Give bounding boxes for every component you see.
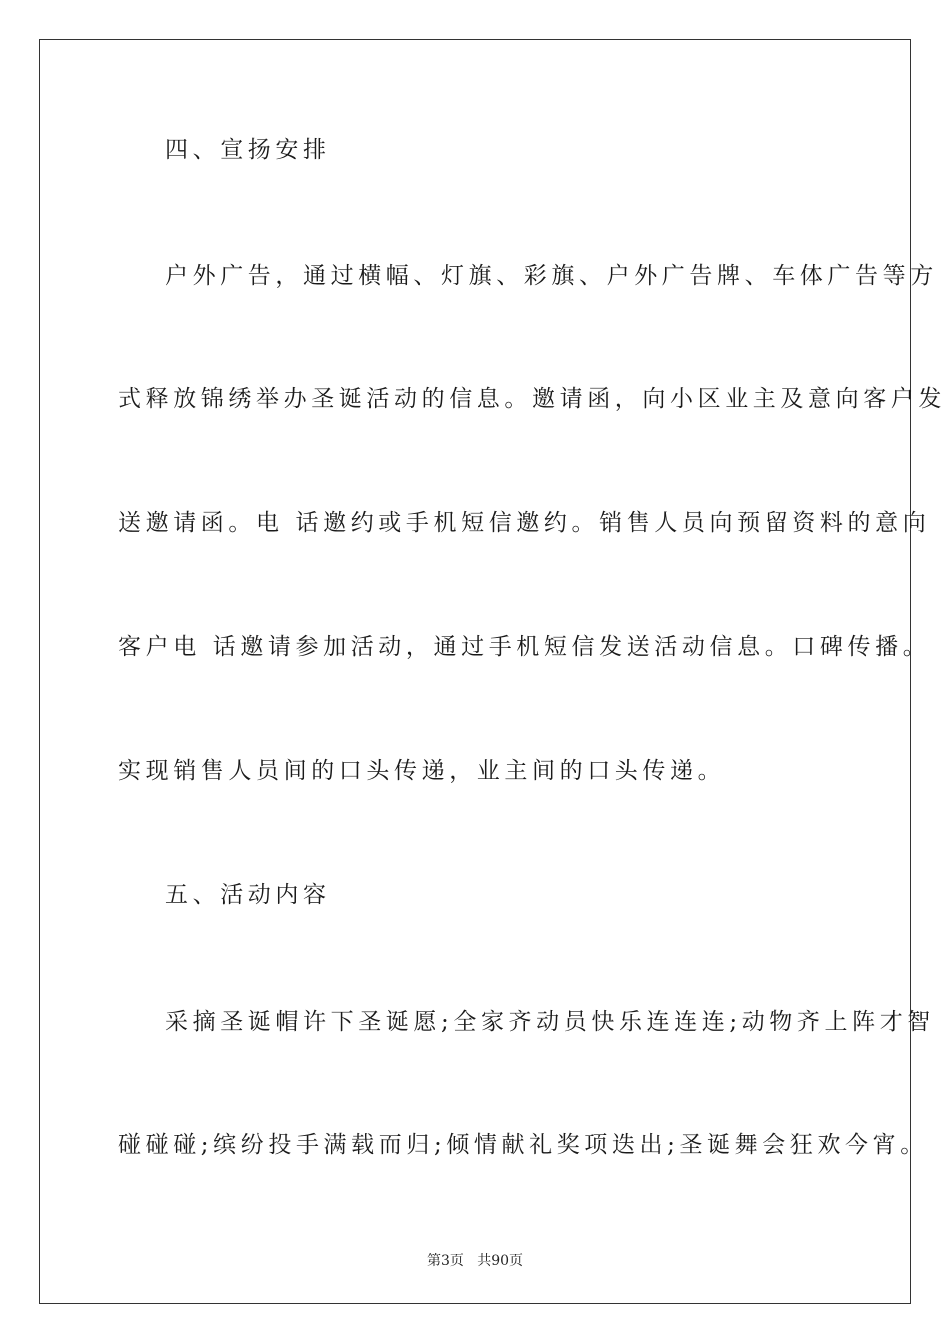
- section-heading-activities: 五、活动内容: [165, 882, 331, 908]
- paragraph-line: 户外广告，通过横幅、灯旗、彩旗、户外广告牌、车体广告等方: [165, 263, 938, 289]
- paragraph-line: 碰碰碰;缤纷投手满载而归;倾情献礼奖项迭出;圣诞舞会狂欢今宵。: [118, 1132, 928, 1158]
- paragraph-line: 送邀请函。电 话邀约或手机短信邀约。销售人员向预留资料的意向: [118, 510, 931, 536]
- paragraph-line: 实现销售人员间的口头传递，业主间的口头传递。: [118, 758, 726, 784]
- paragraph-line: 采摘圣诞帽许下圣诞愿;全家齐动员快乐连连连;动物齐上阵才智: [165, 1009, 935, 1035]
- page-number-footer: 第3页 共90页: [426, 1253, 524, 1269]
- paragraph-line: 客户电 话邀请参加活动，通过手机短信发送活动信息。口碑传播。: [118, 634, 931, 660]
- section-heading-publicity: 四、宣扬安排: [165, 137, 331, 163]
- page-border: [39, 39, 911, 1304]
- paragraph-line: 式释放锦绣举办圣诞活动的信息。邀请函，向小区业主及意向客户发: [118, 386, 946, 412]
